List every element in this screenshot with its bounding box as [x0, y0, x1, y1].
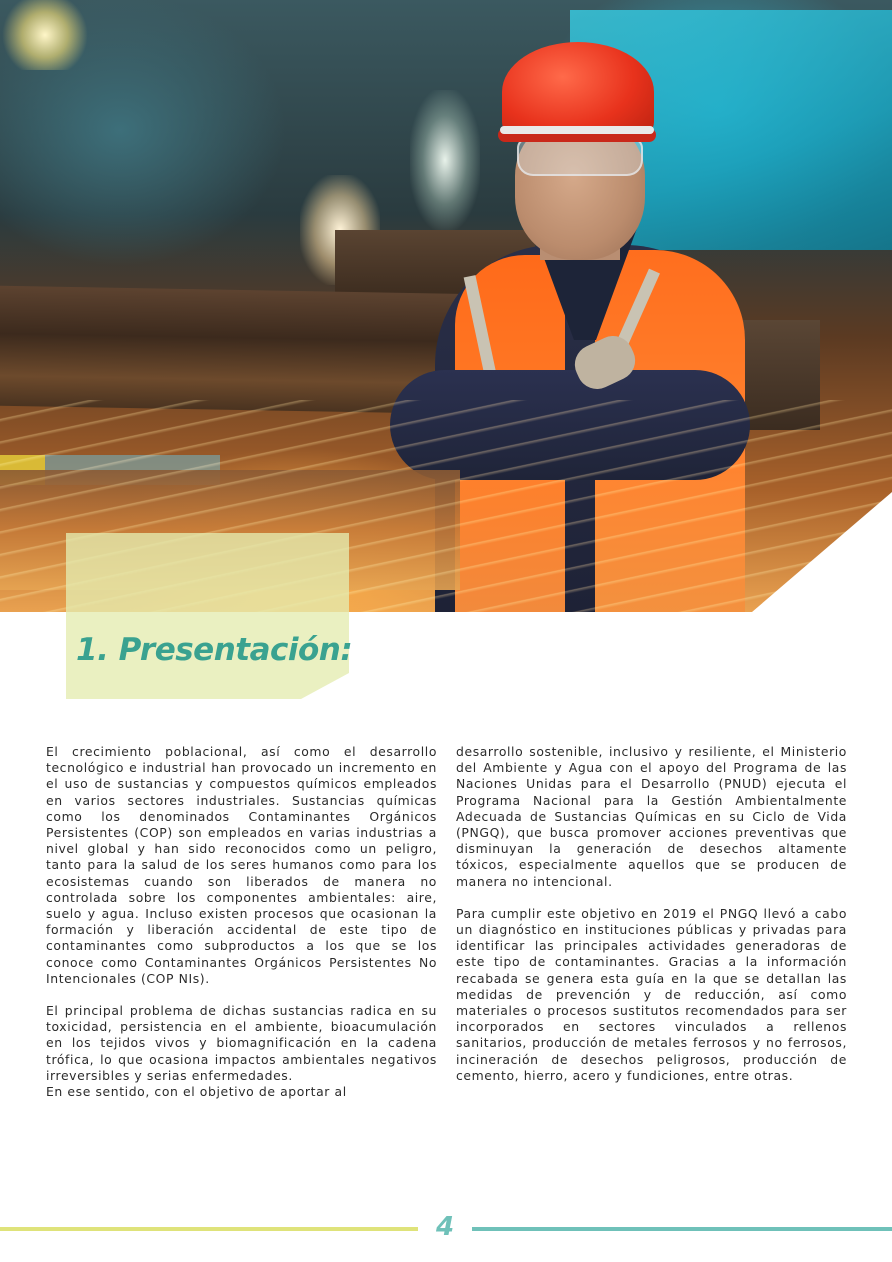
hero-photo — [0, 0, 892, 612]
body-column-left — [46, 744, 437, 1100]
hard-hat-strap — [500, 126, 654, 134]
footer-rule-left — [0, 1227, 418, 1231]
title-background-box — [66, 533, 349, 699]
body-column-right — [456, 744, 847, 1084]
paragraph: El crecimiento poblacional, así como el desarrollo tecnológico e industrial han provocado un incremento en el uso de sustancias y compuestos químicos empleados en varios sectores industriales. Sustancias químicas como los denominados Contaminantes Orgánicos Persistentes (COP) son empleados en varias industrias a nivel global y han sido reconocidos como un peligro, tanto para la salud de los seres humanos como para los ecosistemas cuando son liberados de manera no controlada sobre los componentes ambientales: aire, suelo y agua. Incluso existen procesos que ocasionan la formación y liberación accidental de este tipo de contaminantes como subproductos a los que se los conoce como Contaminantes Orgánicos Persistentes No Intencionales (COP NIs). — [46, 744, 437, 986]
footer-rule-right — [472, 1227, 892, 1231]
section-title: 1. Presentación: — [76, 632, 353, 668]
paragraph: El principal problema de dichas sustancias radica en su toxicidad, persistencia en el ambiente, bioacumulación en los tejidos vivos y biomagnificación en la cadena trófica, lo que ocasiona impactos ambientales negativos irreversibles y serias enfermedades. — [46, 1003, 437, 1083]
paragraph: Para cumplir este objetivo en 2019 el PNGQ llevó a cabo un diagnóstico en instituciones públicas y privadas para identificar las principales actividades generadoras de este tipo de contaminantes. Gracias a la información recabada se genera esta guía en la que se detallan las medidas de prevención y de reducción, así como materiales o procesos sustitutos recomendados para ser incorporados en sectores vinculados a rellenos sanitarios, producción de metales ferrosos y no ferrosos, incineración de desechos peligrosos, producción de cemento, hierro, acero y fundiciones, entre otras. — [456, 905, 847, 1083]
paragraph: desarrollo sostenible, inclusivo y resiliente, el Ministerio del Ambiente y Agua con el apoyo del Programa de las Naciones Unidas para el Desarrollo (PNUD) ejecuta el Programa Nacional para la Gestión Ambientalmente Adecuada de Sustancias Químicas en su Ciclo de Vida (PNGQ), que busca promover acciones preventivas que disminuyan la generación de desechos altamente tóxicos, especialmente aquellos que se producen de manera no intencional. — [456, 744, 847, 889]
page-number: 4 — [435, 1212, 455, 1242]
background-light — [0, 0, 90, 70]
paragraph: En ese sentido, con el objetivo de aportar al — [46, 1084, 347, 1100]
safety-glasses — [517, 138, 643, 176]
